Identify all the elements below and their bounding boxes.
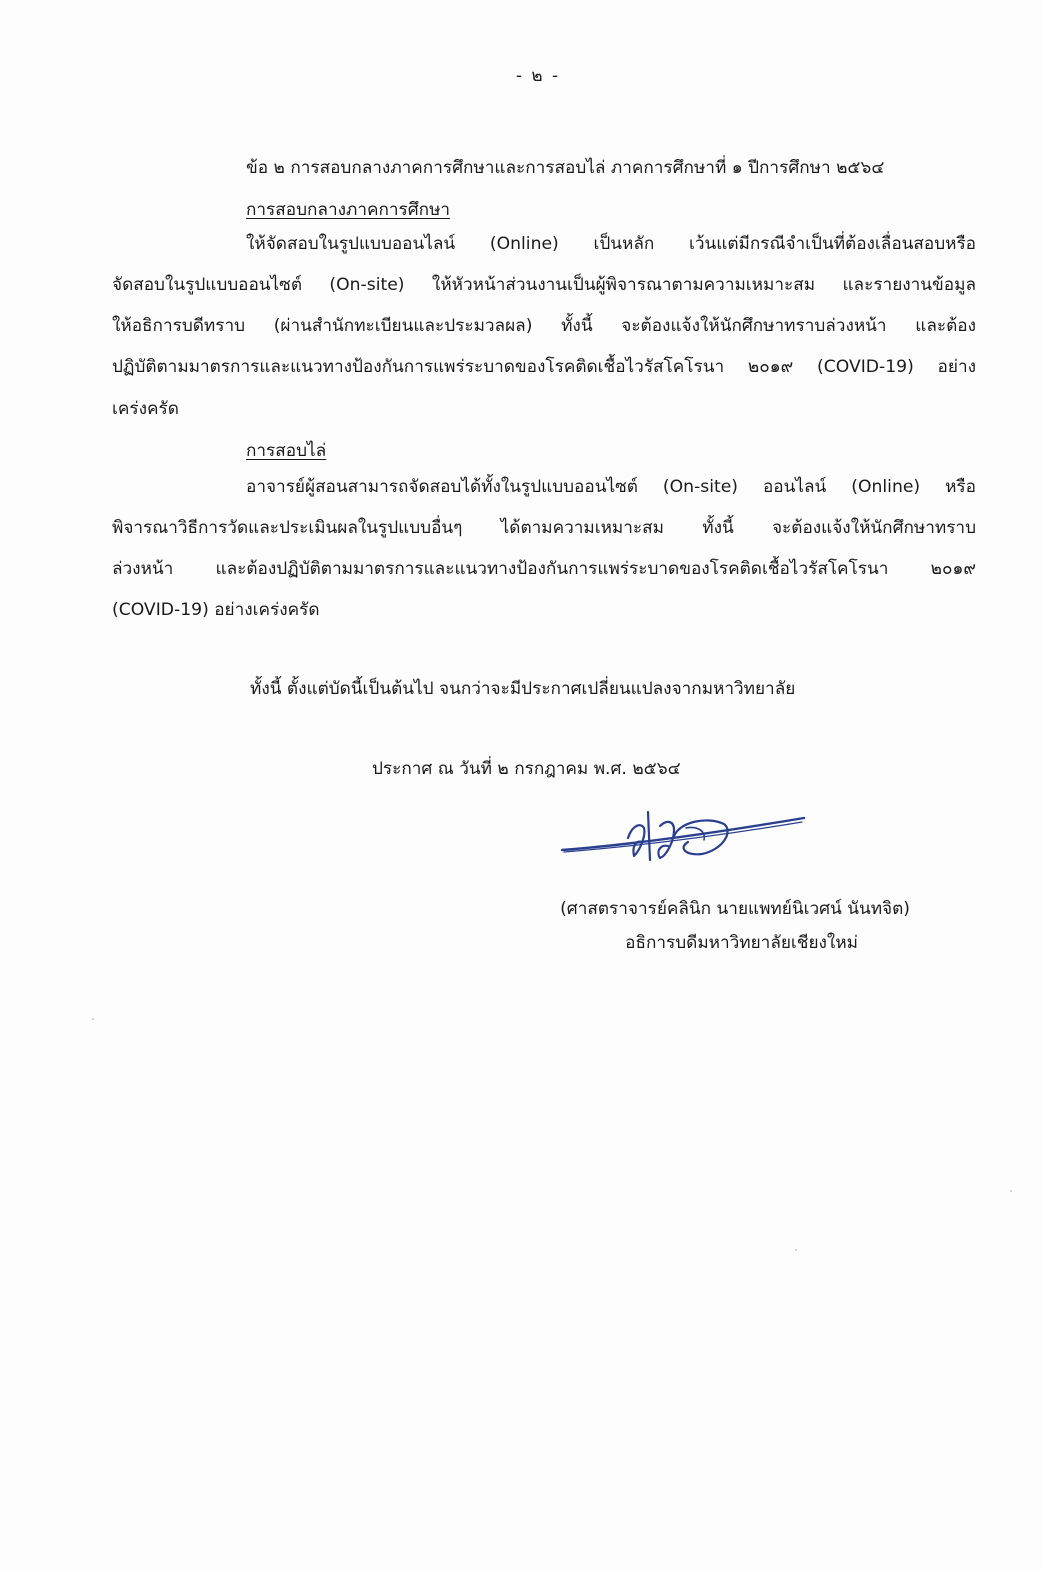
signatory-position: อธิการบดีมหาวิทยาลัยเชียงใหม่ xyxy=(625,933,858,953)
final-subheading: การสอบไล่ xyxy=(246,441,327,461)
effective-statement: ทั้งนี้ ตั้งแต่บัดนี้เป็นต้นไป จนกว่าจะมีประกาศเปลี่ยนแปลงจากมหาวิทยาลัย xyxy=(250,679,796,699)
final-paragraph-line: ล่วงหน้า และต้องปฏิบัติตามมาตรการและแนวทางป้องกันการแพร่ระบาดของโรคติดเชื้อไวรัสโคโรนา ๒๐๑๙ xyxy=(112,559,976,579)
scan-speck xyxy=(92,1018,94,1020)
scan-speck xyxy=(795,1249,797,1251)
scan-speck xyxy=(1010,1190,1012,1192)
page-number: - ๒ - xyxy=(515,66,561,86)
final-paragraph-line: พิจารณาวิธีการวัดและประเมินผลในรูปแบบอื่นๆ ได้ตามความเหมาะสม ทั้งนี้ จะต้องแจ้งให้นักศึกษาทราบ xyxy=(112,518,976,538)
midterm-paragraph-line: ให้อธิการบดีทราบ (ผ่านสำนักทะเบียนและประมวลผล) ทั้งนี้ จะต้องแจ้งให้นักศึกษาทราบล่วงหน้า และต้อง xyxy=(112,316,976,336)
clause-heading: ข้อ ๒ การสอบกลางภาคการศึกษาและการสอบไล่ ภาคการศึกษาที่ ๑ ปีการศึกษา ๒๕๖๔ xyxy=(246,158,885,178)
midterm-subheading: การสอบกลางภาคการศึกษา xyxy=(246,200,451,220)
signatory-name: (ศาสตราจารย์คลินิก นายแพทย์นิเวศน์ นันทจิต) xyxy=(560,899,910,919)
signature-image xyxy=(556,806,808,866)
final-paragraph-line: (COVID-19) อย่างเคร่งครัด xyxy=(112,600,320,620)
announcement-date: ประกาศ ณ วันที่ ๒ กรกฎาคม พ.ศ. ๒๕๖๔ xyxy=(372,759,681,779)
midterm-paragraph-line: เคร่งครัด xyxy=(112,399,179,419)
midterm-paragraph-line: จัดสอบในรูปแบบออนไซต์ (On-site) ให้หัวหน้าส่วนงานเป็นผู้พิจารณาตามความเหมาะสม และรายงานข้อมูล xyxy=(112,275,976,295)
midterm-paragraph-line: ปฏิบัติตามมาตรการและแนวทางป้องกันการแพร่ระบาดของโรคติดเชื้อไวรัสโคโรนา ๒๐๑๙ (COVID-19) อย่าง xyxy=(112,357,976,377)
final-paragraph-line: อาจารย์ผู้สอนสามารถจัดสอบได้ทั้งในรูปแบบออนไซต์ (On-site) ออนไลน์ (Online) หรือ xyxy=(246,477,976,497)
midterm-paragraph-line: ให้จัดสอบในรูปแบบออนไลน์ (Online) เป็นหลัก เว้นแต่มีกรณีจำเป็นที่ต้องเลื่อนสอบหรือ xyxy=(246,234,976,254)
